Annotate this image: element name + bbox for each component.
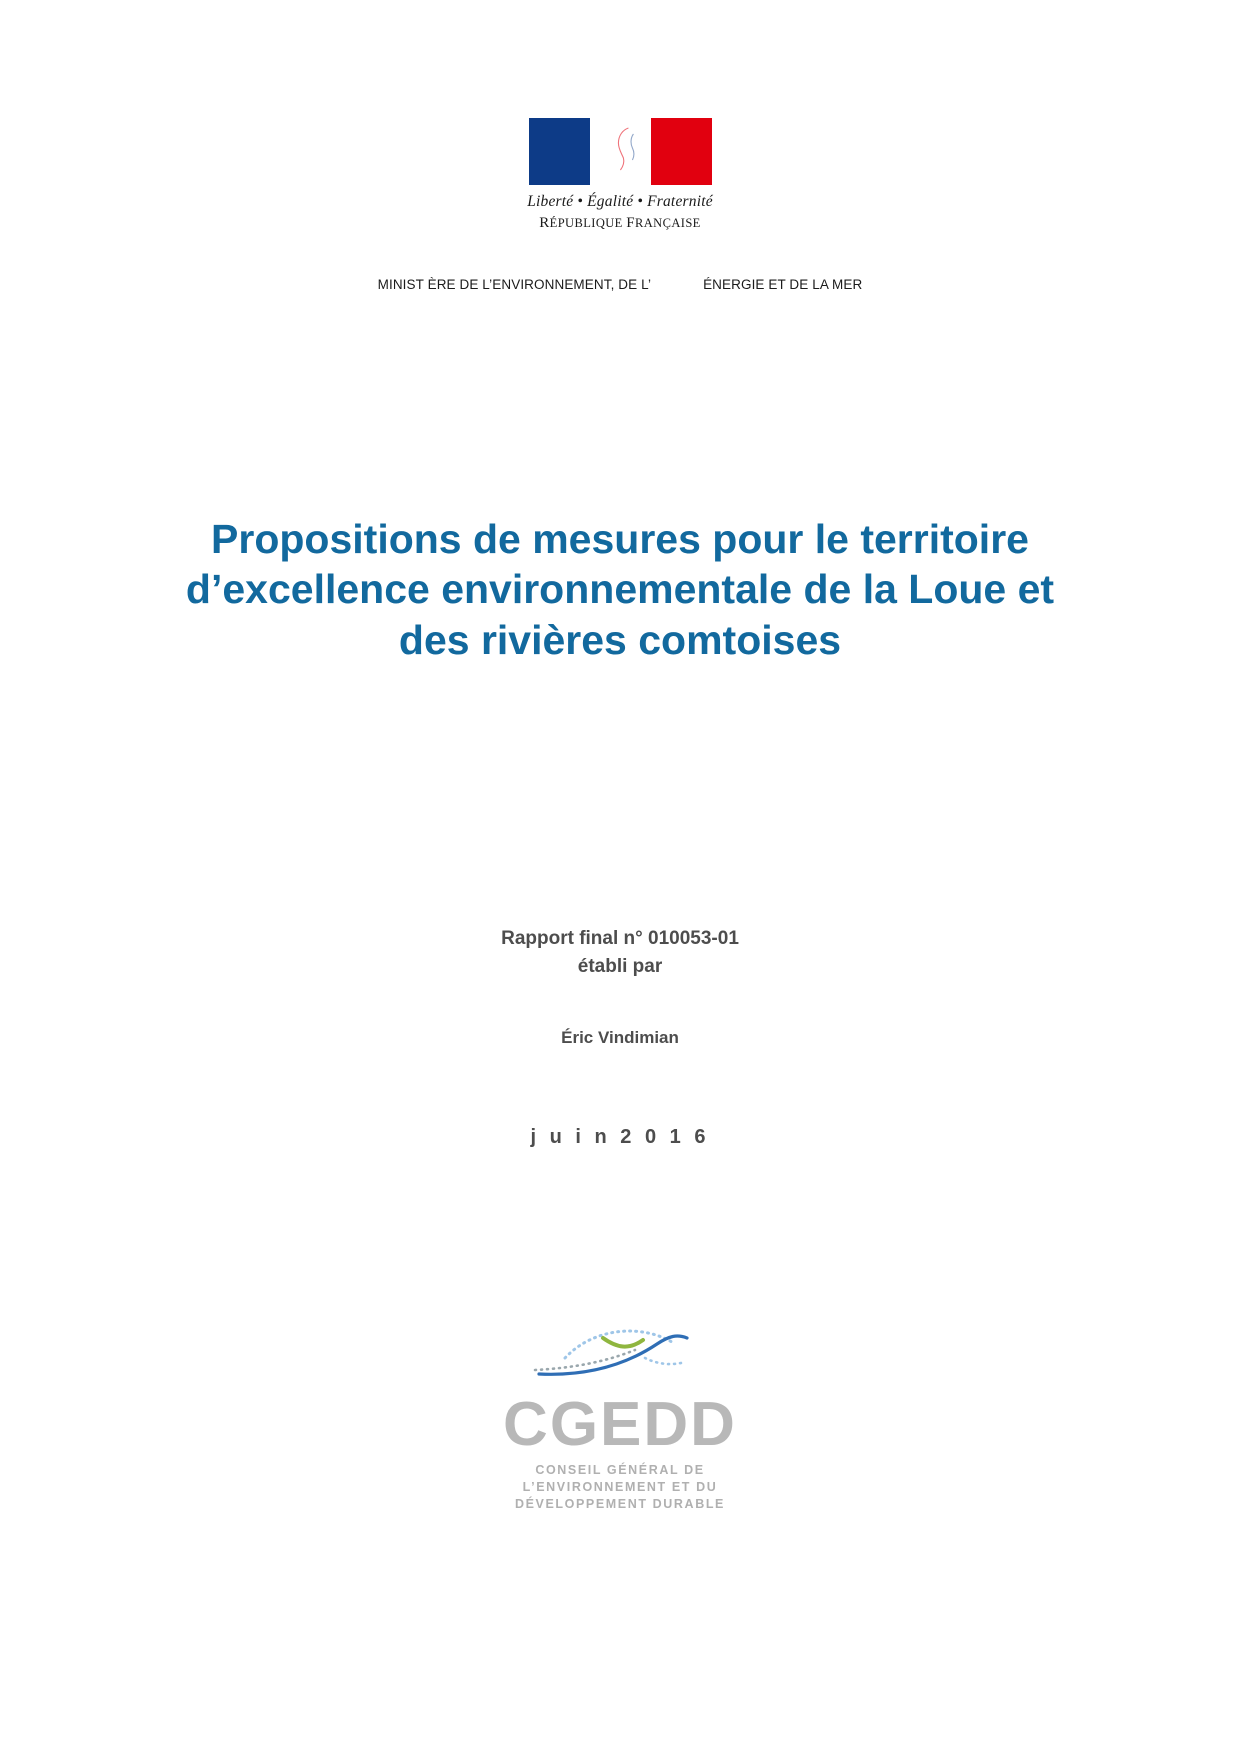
ministry-part-1: MINIST ÈRE DE L’ENVIRONNEMENT, DE L’ [377,277,652,292]
ministry-part-2: ÉNERGIE ET DE LA MER [703,277,863,292]
report-author: Éric Vindimian [561,1028,679,1048]
page-title: Propositions de mesures pour le territoire d’excellence environnementale de la Loue et des rivières comtoises [185,516,1055,663]
republic-name-epublique: ÉPUBLIQUE [549,216,627,230]
flag-band-red [651,118,712,185]
cgedd-wordmark: CGEDD [503,1390,737,1459]
report-number: Rapport final n° 010053-01 [501,928,739,949]
cgedd-subtitle-line-1: CONSEIL GÉNÉRAL DE [535,1463,705,1477]
flag-band-blue [529,118,590,185]
cgedd-subtitle-line-3: DÉVELOPPEMENT DURABLE [514,1496,725,1511]
flag-band-white [590,118,651,185]
ministry-line [0,277,1240,292]
republic-name [539,215,700,232]
french-flag-icon [529,118,712,185]
cgedd-subtitle [515,1462,725,1513]
report-established-by: établi par [577,955,663,977]
cgedd-subtitle-line-2: L’ENVIRONNEMENT ET DU [522,1479,718,1494]
report-date: j u i n 2 0 1 6 [530,1126,710,1149]
republique-francaise-logo [0,118,1240,232]
cgedd-swoosh-icon [525,1318,715,1392]
cgedd-logo [0,1318,1240,1513]
republic-motto: Liberté • Égalité • Fraternité [527,193,713,210]
report-metadata [0,925,1240,1149]
republic-name-r: R [539,215,550,231]
republic-name-rancaise: RANÇAISE [635,216,701,230]
republic-name-f: F [626,215,635,231]
